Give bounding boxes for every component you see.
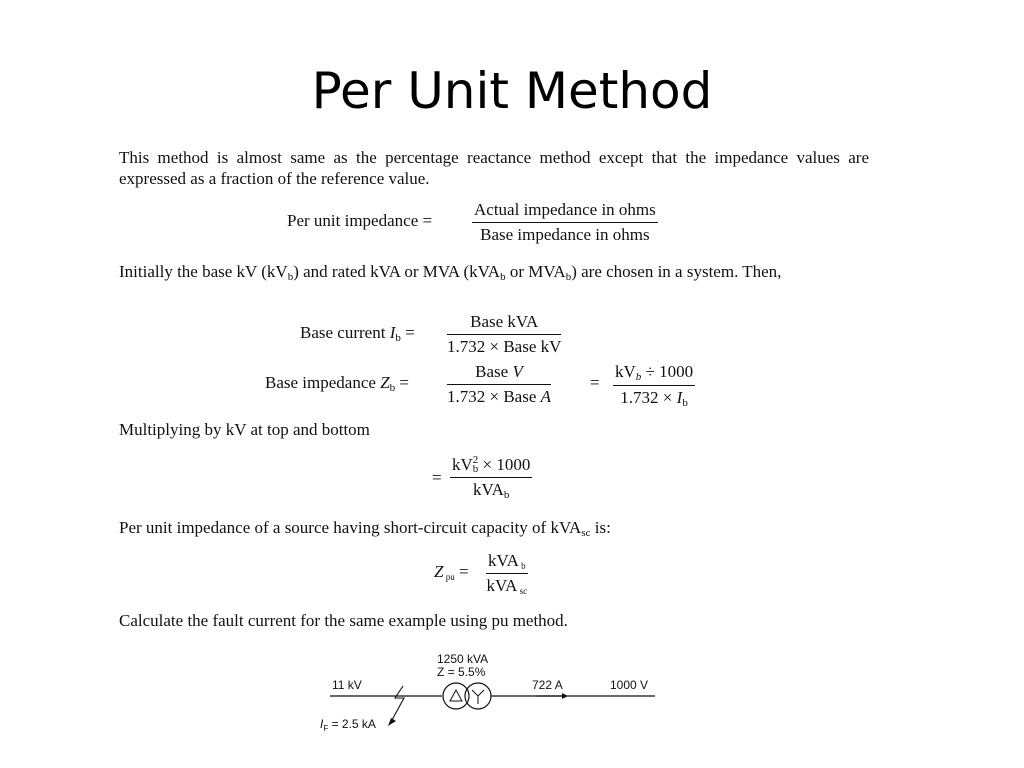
- slide-title: Per Unit Method: [311, 62, 713, 120]
- diagram-kva-label: 1250 kVA: [437, 652, 489, 666]
- base-impedance-lhs: [265, 373, 409, 394]
- base-current-label: Base current: [300, 323, 386, 342]
- source-text-a: Per unit impedance of a source having short-circuit capacity of kVA: [119, 518, 582, 537]
- source-text-sub: sc: [581, 527, 591, 539]
- initial-sub-1: b: [287, 271, 294, 283]
- kv-num-sub: b: [472, 463, 479, 475]
- initial-sub-3: b: [565, 271, 572, 283]
- zpu-eq: =: [458, 562, 469, 581]
- initial-paragraph: [119, 261, 869, 288]
- base-impedance-fraction-2: [613, 362, 695, 409]
- bi-num1-a: Base: [475, 362, 513, 381]
- pu-formula-lhs: Per unit impedance =: [287, 211, 433, 230]
- base-impedance-numerator-1: [447, 362, 551, 385]
- kv-num-b: × 1000: [478, 455, 531, 474]
- diagram-voltage-label: 1000 V: [610, 678, 649, 692]
- zpu-den: kVA: [486, 576, 518, 595]
- base-impedance-numerator-2: [613, 362, 695, 386]
- circuit-diagram: [300, 648, 670, 738]
- source-paragraph: [119, 517, 869, 544]
- diagram-z-label: Z = 5.5%: [437, 665, 486, 679]
- multiply-paragraph: Multiplying by kV at top and bottom: [119, 420, 370, 439]
- fault-sub: F: [323, 724, 329, 733]
- base-current-fraction: [447, 312, 561, 357]
- base-current-numerator: Base kVA: [447, 312, 561, 335]
- kv-formula-numerator: [450, 455, 532, 478]
- wye-symbol-icon: [472, 690, 484, 704]
- base-current-sub: b: [395, 332, 401, 344]
- kv-num-sup: 2: [472, 454, 479, 466]
- base-impedance-denominator-2: [613, 386, 695, 409]
- base-impedance-eq-2: =: [590, 373, 600, 392]
- kv-den-a: kVA: [473, 480, 504, 499]
- bi-den2-b: I: [676, 388, 683, 407]
- zpu-num-sub: b: [521, 561, 526, 571]
- source-text-b: is:: [590, 518, 611, 537]
- base-impedance-eq: =: [399, 373, 409, 392]
- kv-formula-fraction: [450, 455, 532, 501]
- fault-val: = 2.5 kA: [328, 717, 376, 731]
- kv-num-a: kV: [452, 455, 473, 474]
- base-current-lhs: [300, 323, 415, 344]
- base-current-eq: =: [405, 323, 415, 342]
- zpu-formula-fraction: [486, 551, 528, 596]
- initial-text-d: ) are chosen in a system. Then,: [571, 262, 782, 281]
- base-current-denominator: 1.732 × Base kV: [447, 337, 562, 356]
- bi-den1-a: 1.732 × Base: [447, 387, 541, 406]
- kv-formula-denominator: [450, 478, 532, 501]
- base-impedance-label: Base impedance: [265, 373, 376, 392]
- delta-symbol-icon: [450, 690, 462, 701]
- pu-formula-fraction: [472, 200, 658, 245]
- intro-paragraph: This method is almost same as the percentage reactance method except that the impedance values are expressed as a fraction of the reference value.: [119, 148, 869, 188]
- initial-text-c: or MVA: [505, 262, 566, 281]
- base-impedance-denominator-1: [447, 385, 551, 407]
- zpu-formula-numerator: [486, 551, 528, 574]
- base-current-var: I: [389, 323, 396, 342]
- kv-formula-eq: =: [432, 468, 442, 487]
- initial-text-b: ) and rated kVA or MVA (kVA: [293, 262, 501, 281]
- diagram-kv-label: 11 kV: [332, 678, 362, 692]
- calc-paragraph: Calculate the fault current for the same example using pu method.: [119, 611, 568, 630]
- base-impedance-sub: b: [389, 382, 396, 394]
- initial-sub-2: b: [500, 271, 506, 283]
- kv-den-sub: b: [503, 489, 510, 501]
- fault-arrowhead-icon: [388, 718, 396, 726]
- bi-den2-sub: b: [682, 397, 688, 409]
- diagram-fault-label: [320, 717, 376, 733]
- bi-den1-b: A: [540, 387, 552, 406]
- base-impedance-var: Z: [380, 373, 390, 392]
- diagram-current-label: 722 A: [532, 678, 563, 692]
- bi-num2-b: ÷ 1000: [641, 362, 694, 381]
- fault-lightning-icon: [392, 686, 404, 720]
- pu-formula-numerator: Actual impedance in ohms: [472, 200, 658, 223]
- zpu-den-sub: sc: [519, 586, 528, 596]
- current-arrowhead-icon: [562, 693, 568, 699]
- zpu-num: kVA: [488, 551, 519, 570]
- zpu-sub: pu: [445, 572, 455, 582]
- pu-formula-denominator: Base impedance in ohms: [480, 225, 650, 244]
- zpu-formula-denominator: [486, 574, 528, 596]
- fault-var: I: [320, 717, 324, 731]
- base-impedance-fraction-1: [447, 362, 551, 407]
- zpu-formula-lhs: [434, 562, 469, 582]
- bi-den2-a: 1.732 ×: [620, 388, 677, 407]
- bi-num2-a: kV: [615, 362, 636, 381]
- initial-text-a: Initially the base kV (kV: [119, 262, 288, 281]
- bi-num1-b: V: [512, 362, 523, 381]
- zpu-var: Z: [434, 562, 444, 581]
- bi-num2-sub: b: [635, 371, 642, 383]
